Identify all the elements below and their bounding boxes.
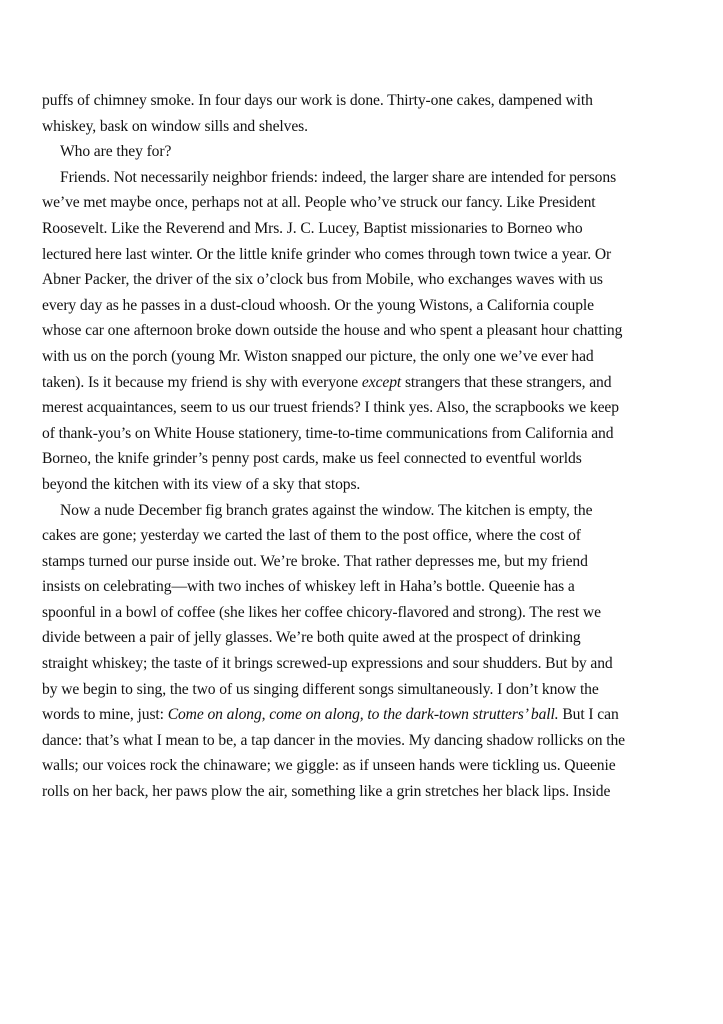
text-line: puffs of chimney smoke. In four days our work is done. Thirty-one cakes, dampened with: [42, 92, 593, 109]
text-line: Abner Packer, the driver of the six o’clock bus from Mobile, who exchanges waves with us: [42, 271, 603, 289]
text-line: straight whiskey; the taste of it brings screwed-up expressions and sour shudders. But by and: [42, 655, 613, 673]
text-line: divide between a pair of jelly glasses. We’re both quite awed at the prospect of drinking: [42, 629, 581, 647]
text-line: Friends. Not necessarily neighbor friends: indeed, the larger share are intended for persons: [60, 168, 617, 186]
text-line: [42, 370, 714, 396]
text-line: whose car one afternoon broke down outside the house and who spent a pleasant hour chatting: [42, 322, 623, 340]
text-line: by we begin to sing, the two of us singing different songs simultaneously. I don’t know the: [42, 680, 599, 698]
text-line: insists on celebrating—with two inches of whiskey left in Haha’s bottle. Queenie has a: [42, 578, 575, 596]
text-line: with us on the porch (young Mr. Wiston snapped our picture, the only one we’ve ever had: [42, 347, 594, 365]
text-run: strangers that these strangers, and: [401, 373, 612, 391]
text-line: Roosevelt. Like the Reverend and Mrs. J. C. Lucey, Baptist missionaries to Borneo who: [42, 219, 583, 237]
text-line: Now a nude December fig branch grates against the window. The kitchen is empty, the: [60, 501, 593, 519]
text-line: rolls on her back, her paws plow the air, something like a grin stretches her black lips. Inside: [42, 783, 611, 801]
text-line: of thank-you’s on White House stationery, time-to-time communications from California and: [42, 424, 614, 442]
text-line: lectured here last winter. Or the little knife grinder who comes through town twice a year. Or: [42, 245, 612, 263]
italic-text: Come on along, come on along, to the dark-town strutters’ ball.: [167, 706, 559, 724]
text-line: dance: that’s what I mean to be, a tap dancer in the movies. My dancing shadow rollicks on the: [42, 731, 625, 749]
text-line: cakes are gone; yesterday we carted the last of them to the post office, where the cost of: [42, 527, 581, 545]
text-line: beyond the kitchen with its view of a sky that stops.: [42, 475, 361, 493]
italic-text: except: [361, 373, 402, 391]
text-line: walls; our voices rock the chinaware; we giggle: as if unseen hands were tickling us. Queenie: [42, 757, 616, 775]
text-line: stamps turned our purse inside out. We’re broke. That rather depresses me, but my friend: [42, 552, 588, 570]
text-line: Borneo, the knife grinder’s penny post cards, make us feel connected to eventful worlds: [42, 450, 582, 468]
text-line: we’ve met maybe once, perhaps not at all. People who’ve struck our fancy. Like President: [42, 194, 596, 212]
text-line: merest acquaintances, seem to us our truest friends? I think yes. Also, the scrapbooks we keep: [42, 399, 619, 417]
text-line: spoonful in a bowl of coffee (she likes her coffee chicory-flavored and strong). The rest we: [42, 603, 601, 621]
body-text: [42, 88, 714, 805]
text-line: Who are they for?: [60, 143, 172, 161]
text-line: every day as he passes in a dust-cloud whoosh. Or the young Wistons, a California couple: [42, 296, 594, 314]
text-line: [42, 702, 714, 728]
text-run: words to mine, just:: [42, 706, 168, 724]
text-line: whiskey, bask on window sills and shelves.: [42, 117, 308, 135]
text-run: taken). Is it because my friend is shy with everyone: [42, 373, 362, 391]
text-run: But I can: [558, 706, 619, 724]
